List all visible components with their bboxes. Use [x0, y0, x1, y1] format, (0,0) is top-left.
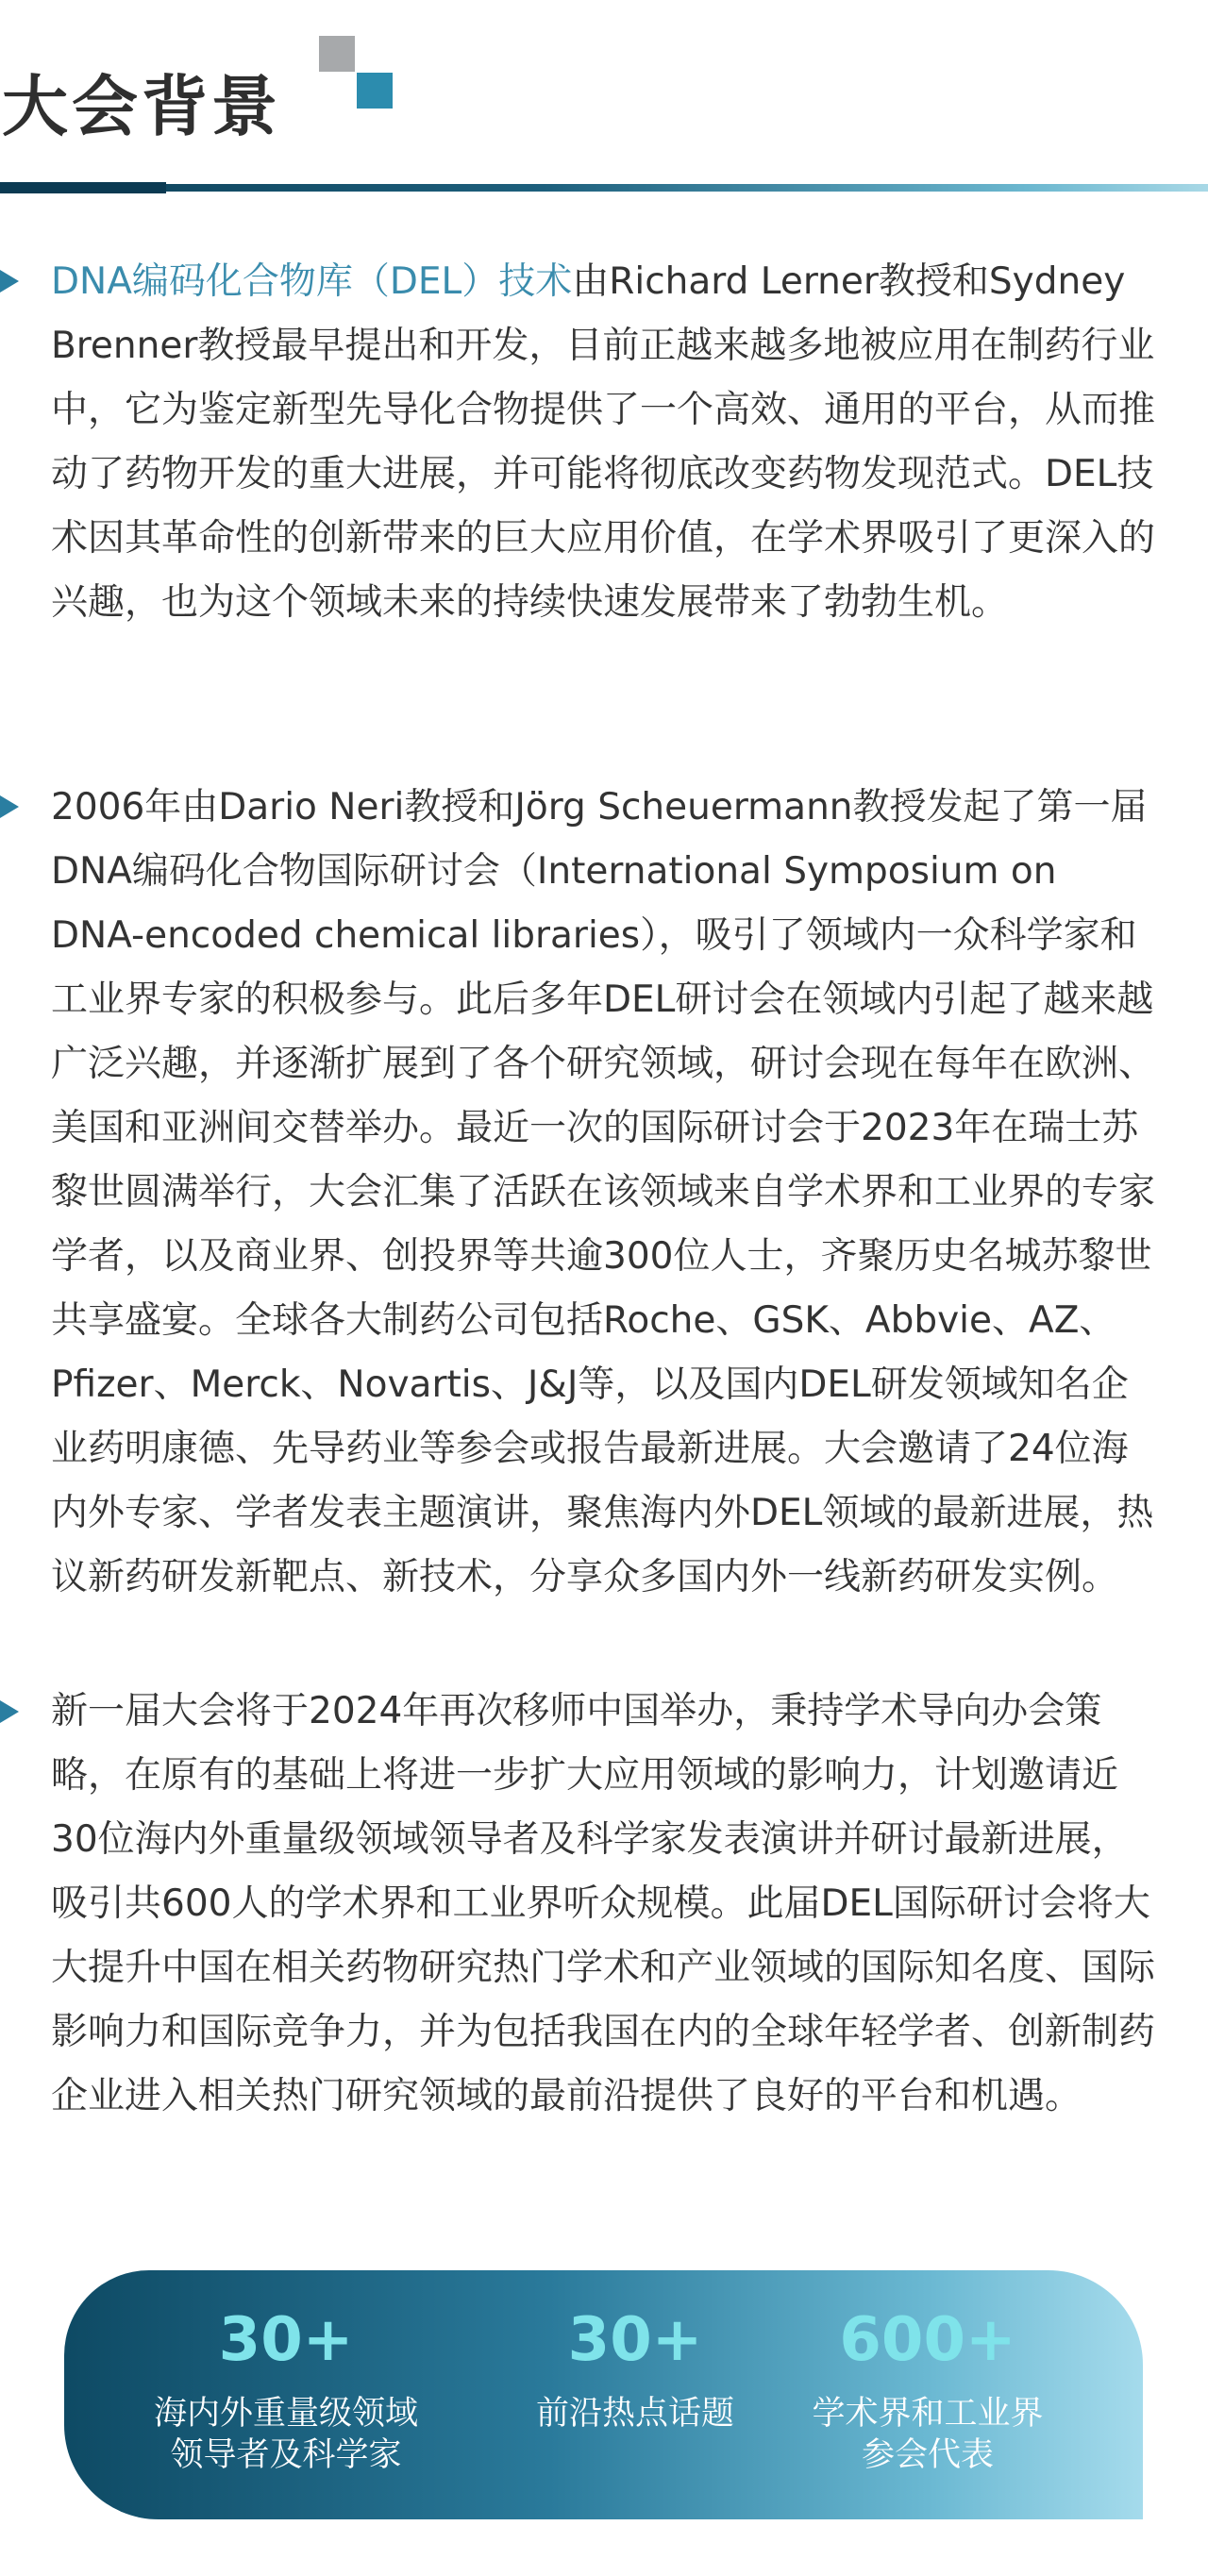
stat-label-line: 前沿热点话题	[535, 2395, 734, 2433]
paragraph-text: 由Richard Lerner教授和Sydney Brenner教授最早提出和开发，目前正越来越多地被应用在制药行业中，它为鉴定新型先导化合物提供了一个高效、通用的平台，从而推动了药物开发的重大进展，并可能将彻底改变药物发现范式。DEL技术因其革命性的创新带来的巨大应用价值，在学术界吸引了更深入的兴趣，也为这个领域未来的持续快速发展带来了勃勃生机。	[51, 260, 1156, 624]
stat-label	[149, 2393, 423, 2476]
paragraph-3	[51, 1680, 1155, 2129]
stat-label	[512, 2393, 758, 2434]
stat-label-line: 参会代表	[861, 2436, 994, 2474]
section-title: 大会背景	[2, 68, 281, 145]
stat-label-line: 海内外重量级领域	[153, 2395, 418, 2433]
decorative-square-gray	[319, 36, 355, 72]
paragraph-text: 新一届大会将于2024年再次移师中国举办，秉持学术导向办会策略，在原有的基础上将进一步扩大应用领域的影响力，计划邀请近30位海内外重量级领域领导者及科学家发表演讲并研讨最新进展，吸引共600人的学术界和工业界听众规模。此届DEL国际研讨会将大大提升中国在相关药物研究热门学术和产业领域的国际知名度、国际影响力和国际竞争力，并为包括我国在内的全球年轻学者、创新制药企业进入相关热门研究领域的最前沿提供了良好的平台和机遇。	[51, 1690, 1156, 2117]
bullet-arrow-icon	[0, 1700, 19, 1723]
paragraph-text: 2006年由Dario Neri教授和Jörg Scheuermann教授发起了第一届DNA编码化合物国际研讨会（International Symposium on DNA-encoded chemical libraries），吸引了领域内一众科学家和工业界专家的积极参与。此后多年DEL研讨会在领域内引起了越来越广泛兴趣，并逐渐扩展到了各个研究领域，研讨会现在每年在欧洲、美国和亚洲间交替举办。最近一次的国际研讨会于2023年在瑞士苏黎世圆满举行，大会汇集了活跃在该领域来自学术界和工业界的专家学者，以及商业界、创投界等共逾300位人士，齐聚历史名城苏黎世共享盛宴。全球各大制药公司包括Roche、GSK、Abbvie、AZ、Pfizer、Merck、Novartis、J&J等，以及国内DEL研发领域知名企业药明康德、先导药业等参会或报告最新进展。大会邀请了24位海内外专家、学者发表主题演讲，聚焦海内外DEL领域的最新进展，热议新药研发新靶点、新技术，分享众多国内外一线新药研发实例。	[51, 786, 1156, 1598]
decorative-square-teal	[357, 73, 393, 109]
bullet-arrow-icon	[0, 795, 19, 818]
stat-value: 30+	[567, 2305, 703, 2375]
bullet-arrow-icon	[0, 270, 19, 293]
stat-topics	[512, 2306, 758, 2434]
title-underline	[0, 184, 1208, 192]
highlight-text: DNA编码化合物库（DEL）技术	[51, 260, 573, 303]
stat-value: 600+	[839, 2305, 1016, 2375]
paragraph-1	[51, 250, 1155, 635]
stat-attendees	[791, 2306, 1065, 2476]
stat-value: 30+	[218, 2305, 354, 2375]
stats-banner	[64, 2270, 1143, 2519]
stat-label	[791, 2393, 1065, 2476]
stat-speakers	[149, 2306, 423, 2476]
stat-label-line: 领导者及科学家	[170, 2436, 402, 2474]
stat-label-line: 学术界和工业界	[812, 2395, 1044, 2433]
title-underline-accent	[0, 182, 166, 193]
paragraph-2	[51, 776, 1155, 1610]
